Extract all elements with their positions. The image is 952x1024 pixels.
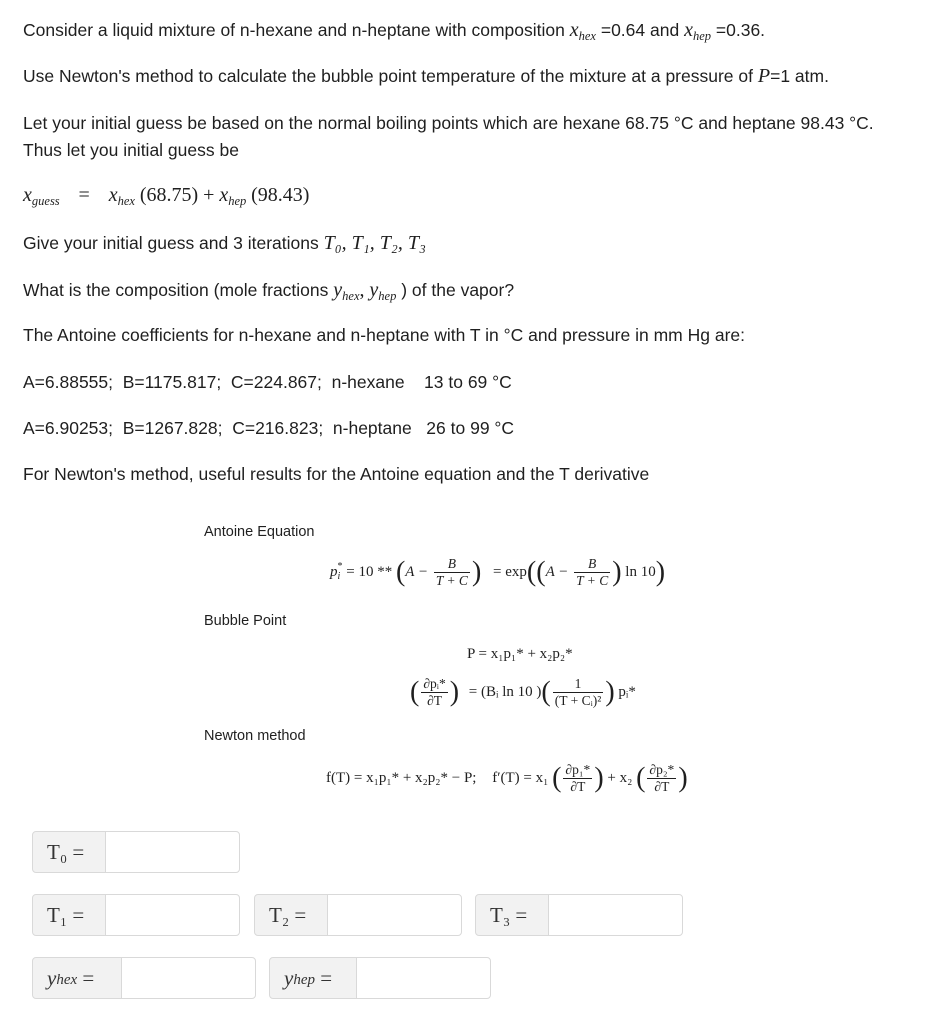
yhex-label — [32, 957, 122, 999]
y-symbol: y — [47, 965, 57, 990]
paren-open: ( — [410, 676, 420, 708]
hex-subscript: hex — [342, 289, 360, 303]
tc-den: T + C — [435, 573, 468, 588]
p-symbol: p — [330, 563, 338, 580]
guess-text: Let your initial guess be based on the normal boiling points which are hexane 68.75 °C and heptane 98.43 °C. Thus let you initial guess be — [23, 113, 874, 160]
paren-close: ) — [655, 556, 666, 588]
equals-sign: = — [82, 965, 95, 990]
composition-text — [23, 277, 923, 310]
bln10-term: = (Bᵢ ln 10 ) — [468, 683, 542, 700]
hex-subscript: hex — [56, 971, 78, 988]
y-symbol: y — [333, 279, 343, 301]
paren-close: ) — [678, 762, 688, 794]
a-minus: A − — [545, 563, 569, 580]
x-symbol: x — [219, 184, 229, 206]
dp-num: ∂pᵢ* — [423, 676, 446, 691]
newton-intro: For Newton's method, useful results for the Antoine equation and the T derivative — [23, 464, 650, 484]
hex-subscript: hex — [578, 29, 596, 43]
t0-label-text: T₀ = — [47, 839, 85, 864]
x-symbol: x — [684, 19, 693, 41]
tc2-den: (T + Cᵢ)² — [554, 693, 602, 708]
dp1-num: ∂p₁* — [565, 762, 591, 777]
paren-close: ) — [605, 676, 615, 708]
tc-den: T + C — [576, 573, 609, 588]
one-num: 1 — [553, 676, 604, 693]
hep-subscript: hep — [692, 29, 712, 43]
bubble-point-equation: P = x₁p₁* + x₂p₂* — [467, 646, 573, 662]
iterations-symbols: T₀, T₁, T₂, T₃ — [323, 232, 426, 254]
dp2-dt — [647, 762, 676, 795]
f-of-t: f(T) = x₁p₁* + x₂p₂* − P; — [326, 769, 477, 786]
hep-subscript: hep — [228, 194, 247, 208]
equals-sign: = — [320, 965, 333, 990]
paren-open: ( — [395, 556, 406, 588]
x-symbol: x — [569, 19, 579, 41]
antoine-intro: The Antoine coefficients for n-hexane and n-heptane with T in °C and pressure in mm Hg are: — [23, 325, 745, 345]
iterations-sentence: Give your initial guess and 3 iterations — [23, 233, 319, 253]
x-symbol: x — [23, 184, 32, 206]
dt-den: ∂T — [654, 779, 670, 794]
hep-subscript: hep — [378, 289, 397, 303]
newton-sentence: Use Newton's method to calculate the bubble point temperature of the mixture at a pressure of — [23, 66, 753, 86]
pressure-symbol: P — [757, 65, 771, 87]
ten-power: = 10 ** — [346, 563, 393, 580]
star-sup: * — [337, 560, 343, 572]
hex-subscript: hex — [117, 194, 135, 208]
b-num: B — [574, 556, 610, 573]
dp2-num: ∂p₂* — [649, 762, 675, 777]
ln10: ln 10 — [625, 563, 656, 580]
x-hex-value: =0.64 and — [600, 20, 680, 40]
heptane-coefficients: A=6.90253; B=1267.828; C=216.823; n-heptane 26 to 99 °C — [23, 418, 515, 438]
newton-equation — [326, 762, 688, 795]
one-over-tc2 — [553, 676, 604, 709]
bubble-point-label: Bubble Point — [204, 613, 287, 629]
t3-label-text: T₃ = — [490, 902, 528, 927]
guess-equation — [23, 182, 923, 215]
i-sub: i — [337, 570, 341, 582]
f-prime: f′(T) = x₁ — [492, 769, 549, 786]
paren-close: ) — [471, 556, 482, 588]
t3-input[interactable] — [548, 894, 683, 936]
yhex-input[interactable] — [121, 957, 256, 999]
dp-dt — [421, 676, 447, 709]
guess-subscript: guess — [31, 194, 60, 208]
comma: , — [359, 279, 365, 301]
y-symbol: y — [369, 279, 379, 301]
t1-label-text: T₁ = — [47, 902, 85, 927]
t0-label — [32, 831, 106, 873]
yhep-label — [269, 957, 359, 999]
newton-text — [23, 63, 923, 90]
paren-open: ( — [636, 762, 646, 794]
paren-close: ) — [612, 556, 622, 588]
intro-sentence: Consider a liquid mixture of n-hexane and n-heptane with composition — [23, 20, 565, 40]
paren-close: ) — [449, 676, 460, 708]
newton-method-label: Newton method — [204, 728, 306, 744]
antoine-equation — [330, 556, 665, 589]
hexane-coefficients: A=6.88555; B=1175.817; C=224.867; n-hexane 13 to 69 °C — [23, 372, 512, 392]
p-star: pᵢ* — [618, 683, 636, 700]
b-num: B — [434, 556, 470, 573]
t1-label — [32, 894, 106, 936]
x-symbol: x — [108, 184, 118, 206]
yhep-input[interactable] — [356, 957, 491, 999]
dp1-dt — [563, 762, 592, 795]
composition-sentence-end: ) of the vapor? — [401, 280, 515, 300]
derivative-equation — [410, 676, 636, 709]
iterations-text — [23, 230, 923, 257]
y-symbol: y — [284, 965, 294, 990]
dt-den: ∂T — [570, 779, 586, 794]
t2-input[interactable] — [327, 894, 462, 936]
t2-label — [254, 894, 328, 936]
x-hep-value: =0.36. — [715, 20, 766, 40]
composition-sentence: What is the composition (mole fractions — [23, 280, 329, 300]
equals-sign: = — [78, 184, 90, 206]
intro-text — [23, 17, 923, 50]
paren-open: ( — [541, 676, 551, 708]
t2-label-text: T₂ = — [269, 902, 307, 927]
t1-input[interactable] — [105, 894, 240, 936]
t0-input[interactable] — [105, 831, 240, 873]
a-minus: A − — [405, 563, 429, 580]
t3-label — [475, 894, 549, 936]
dt-den: ∂T — [427, 693, 442, 708]
exp-equals: = exp — [493, 563, 527, 580]
paren-close: ) — [594, 762, 604, 794]
hep-subscript: hep — [293, 971, 315, 988]
b-over-tc — [574, 556, 610, 589]
pressure-value: =1 atm. — [770, 66, 829, 86]
antoine-label: Antoine Equation — [204, 524, 315, 540]
paren-open: ( — [552, 762, 562, 794]
b-over-tc — [434, 556, 470, 589]
paren-open: (( — [526, 556, 546, 588]
hexane-term: (68.75) + — [139, 184, 215, 206]
heptane-term: (98.43) — [251, 184, 310, 206]
plus-x2: + x₂ — [607, 769, 633, 786]
